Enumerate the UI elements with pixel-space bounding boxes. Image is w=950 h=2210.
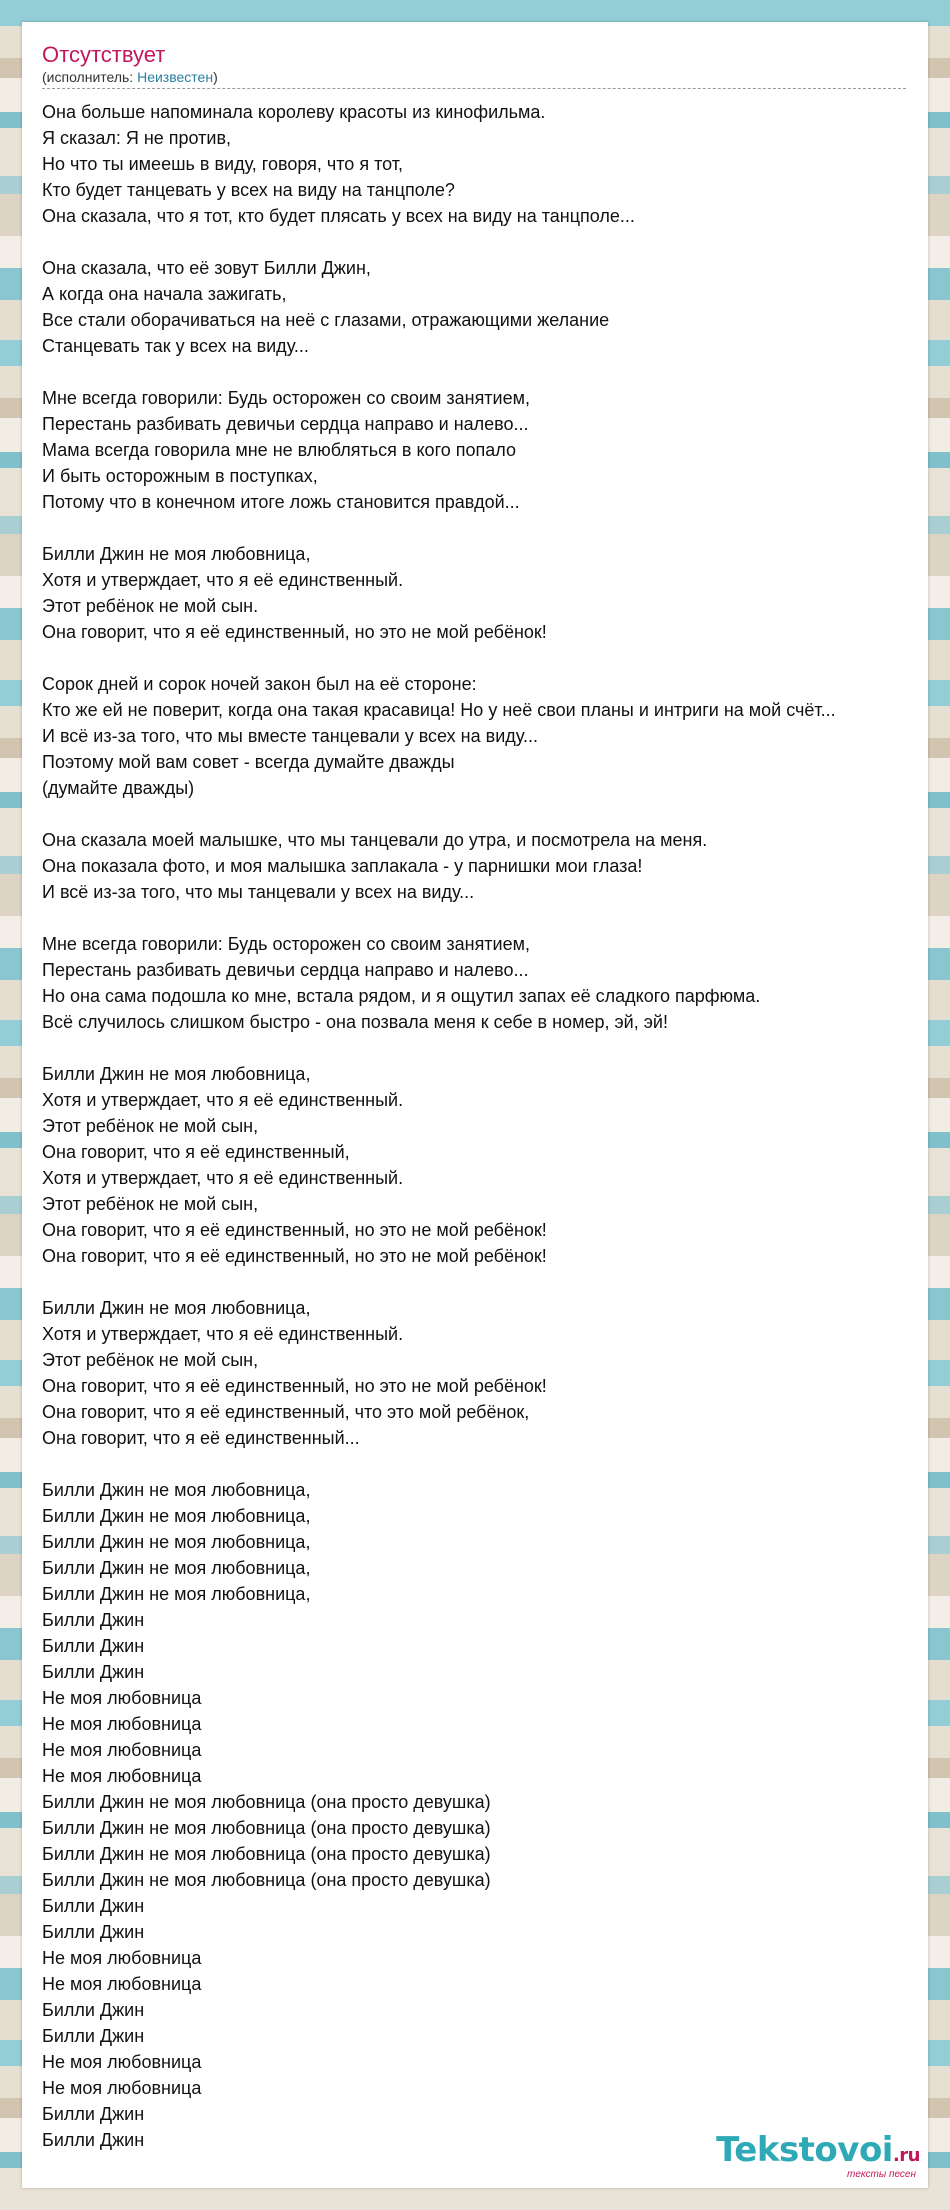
lyric-line: Поэтому мой вам совет - всегда думайте дважды <box>42 752 455 772</box>
lyric-line: Билли Джин не моя любовница, <box>42 1480 311 1500</box>
lyric-line: Билли Джин <box>42 2026 145 2046</box>
lyric-line: Этот ребёнок не мой сын, <box>42 1116 259 1136</box>
lyric-line: Билли Джин не моя любовница, <box>42 1506 311 1526</box>
lyric-line: Сорок дней и сорок ночей закон был на её стороне: <box>42 674 477 694</box>
lyric-line: Кто же ей не поверит, когда она такая красавица! Но у неё свои планы и интриги на мой счёт... <box>42 700 836 720</box>
lyric-line: Но что ты имеешь в виду, говоря, что я тот, <box>42 154 403 174</box>
lyric-line: Все стали оборачиваться на неё с глазами, отражающими желание <box>42 310 610 330</box>
lyric-line: Билли Джин <box>42 2000 145 2020</box>
lyric-line: Перестань разбивать девичьи сердца направо и налево... <box>42 960 529 980</box>
lyric-line: Билли Джин не моя любовница, <box>42 1532 311 1552</box>
lyric-line: Она сказала, что я тот, кто будет плясать у всех на виду на танцполе... <box>42 206 635 226</box>
lyric-line: Всё случилось слишком быстро - она позвала меня к себе в номер, эй, эй! <box>42 1012 668 1032</box>
lyric-line: Не моя любовница <box>42 1766 202 1786</box>
lyric-line: Хотя и утверждает, что я её единственный. <box>42 1090 404 1110</box>
stanza-break <box>42 1035 908 1061</box>
lyric-line: Не моя любовница <box>42 2052 202 2072</box>
lyric-line: Билли Джин <box>42 1896 145 1916</box>
lyric-line: Она говорит, что я её единственный... <box>42 1428 360 1448</box>
lyric-line: Она больше напоминала королеву красоты из кинофильма. <box>42 102 546 122</box>
stanza-break <box>42 229 908 255</box>
artist-row <box>42 68 906 89</box>
lyric-line: Билли Джин <box>42 1922 145 1942</box>
lyric-line: Она говорит, что я её единственный, <box>42 1142 350 1162</box>
lyric-line: Кто будет танцевать у всех на виду на танцполе? <box>42 180 455 200</box>
lyric-line: Она говорит, что я её единственный, но это не мой ребёнок! <box>42 1376 547 1396</box>
logo-tld: .ru <box>892 2145 920 2166</box>
lyric-line: Хотя и утверждает, что я её единственный. <box>42 1324 404 1344</box>
stanza-break <box>42 801 908 827</box>
artist-prefix: (исполнитель: <box>42 69 138 85</box>
lyric-line: Этот ребёнок не мой сын, <box>42 1350 259 1370</box>
lyric-line: Не моя любовница <box>42 1974 202 1994</box>
stanza-break <box>42 515 908 541</box>
lyric-line: Она сказала, что её зовут Билли Джин, <box>42 258 371 278</box>
lyric-line: Мне всегда говорили: Будь осторожен со своим занятием, <box>42 388 530 408</box>
lyric-line: И быть осторожным в поступках, <box>42 466 318 486</box>
stanza-break <box>42 905 908 931</box>
lyric-line: Билли Джин <box>42 2104 145 2124</box>
lyric-line: Она сказала моей малышке, что мы танцевали до утра, и посмотрела на меня. <box>42 830 708 850</box>
artist-suffix: ) <box>213 69 218 85</box>
lyric-line: Билли Джин <box>42 1662 145 1682</box>
lyric-line: Она говорит, что я её единственный, но это не мой ребёнок! <box>42 1246 547 1266</box>
lyric-line: Билли Джин не моя любовница, <box>42 1558 311 1578</box>
lyric-line: Билли Джин не моя любовница, <box>42 544 311 564</box>
lyric-line: Она показала фото, и моя малышка заплакала - у парнишки мои глаза! <box>42 856 643 876</box>
artist-link[interactable]: Неизвестен <box>137 69 214 85</box>
lyric-line: Потому что в конечном итоге ложь становится правдой... <box>42 492 520 512</box>
lyric-line: Билли Джин <box>42 1610 145 1630</box>
song-title: Отсутствует <box>42 42 166 67</box>
lyric-line: Не моя любовница <box>42 2078 202 2098</box>
lyrics-text <box>42 99 908 2153</box>
lyric-line: Но она сама подошла ко мне, встала рядом, и я ощутил запах её сладкого парфюма. <box>42 986 761 1006</box>
lyric-line: Не моя любовница <box>42 1740 202 1760</box>
lyric-line: Станцевать так у всех на виду... <box>42 336 309 356</box>
lyric-line: Билли Джин <box>42 1636 145 1656</box>
lyric-line: Хотя и утверждает, что я её единственный. <box>42 1168 404 1188</box>
logo-wordmark: Tekstovoi <box>716 2130 893 2170</box>
lyric-line: Не моя любовница <box>42 1688 202 1708</box>
lyric-line: Билли Джин не моя любовница (она просто девушка) <box>42 1844 491 1864</box>
lyric-line: Не моя любовница <box>42 1714 202 1734</box>
lyric-line: Билли Джин не моя любовница (она просто девушка) <box>42 1792 491 1812</box>
lyric-line: Перестань разбивать девичьи сердца направо и налево... <box>42 414 529 434</box>
lyric-line: Хотя и утверждает, что я её единственный. <box>42 570 404 590</box>
lyric-line: Мне всегда говорили: Будь осторожен со своим занятием, <box>42 934 530 954</box>
lyric-line: Билли Джин не моя любовница (она просто девушка) <box>42 1818 491 1838</box>
lyric-line: Она говорит, что я её единственный, но это не мой ребёнок! <box>42 1220 547 1240</box>
lyric-line: Этот ребёнок не мой сын. <box>42 596 259 616</box>
lyric-line: Билли Джин не моя любовница (она просто девушка) <box>42 1870 491 1890</box>
lyric-line: Билли Джин <box>42 2130 145 2150</box>
lyric-line: Мама всегда говорила мне не влюбляться в кого попало <box>42 440 516 460</box>
lyric-line: А когда она начала зажигать, <box>42 284 287 304</box>
stanza-break <box>42 1451 908 1477</box>
lyrics-card <box>22 22 928 2188</box>
lyric-line: Билли Джин не моя любовница, <box>42 1298 311 1318</box>
stanza-break <box>42 359 908 385</box>
lyric-line: Билли Джин не моя любовница, <box>42 1584 311 1604</box>
lyric-line: Не моя любовница <box>42 1948 202 1968</box>
site-logo[interactable] <box>716 2132 920 2180</box>
logo-tagline: тексты песен <box>847 2169 916 2180</box>
lyric-line: И всё из-за того, что мы танцевали у всех на виду... <box>42 882 475 902</box>
lyric-line: (думайте дважды) <box>42 778 195 798</box>
lyric-line: Она говорит, что я её единственный, но это не мой ребёнок! <box>42 622 547 642</box>
stanza-break <box>42 1269 908 1295</box>
lyric-line: И всё из-за того, что мы вместе танцевали у всех на виду... <box>42 726 538 746</box>
lyric-line: Я сказал: Я не против, <box>42 128 232 148</box>
lyric-line: Этот ребёнок не мой сын, <box>42 1194 259 1214</box>
lyric-line: Билли Джин не моя любовница, <box>42 1064 311 1084</box>
stanza-break <box>42 645 908 671</box>
lyric-line: Она говорит, что я её единственный, что это мой ребёнок, <box>42 1402 530 1422</box>
